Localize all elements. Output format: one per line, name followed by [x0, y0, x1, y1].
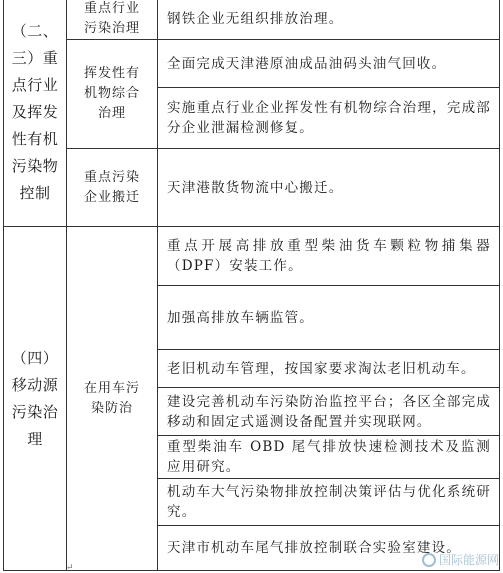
category-line: 及挥发 [11, 103, 59, 121]
measure-cell: 天津港散货物流中心搬迁。 [158, 149, 500, 227]
subcategory-line: 挥发性有 [83, 66, 140, 81]
paragraph-mark: ↵ [66, 563, 74, 573]
measure-cell: 实施重点行业企业挥发性有机物综合治理，完成部分企业泄漏检测修复。 [158, 88, 500, 149]
category-line: （四） [11, 348, 59, 367]
subcategory-cell [67, 0, 158, 40]
category-line: 理 [27, 429, 43, 448]
subcategory-line: 治理 [97, 106, 126, 121]
category-cell-section4 [4, 227, 67, 571]
measure-cell: 重型柴油车 OBD 尾气排放快速检测技术及监测应用研究。 [158, 436, 500, 479]
measure-cell: 重点开展高排放重型柴油货车颗粒物捕集器（DPF）安装工作。 [158, 227, 500, 286]
measure-cell: 钢铁企业无组织排放治理。 [158, 0, 500, 40]
category-line: 性有机 [11, 130, 59, 148]
watermark-logo-icon [422, 553, 436, 567]
subcategory-cell [67, 149, 158, 227]
subcategory-line: 重点污染 [83, 169, 140, 185]
category-line: （二、 [11, 22, 59, 40]
measure-cell: 老旧机动车管理，按国家要求淘汰老旧机动车。 [158, 350, 500, 388]
subcategory-line: 机物综合 [83, 86, 140, 101]
category-cell-section3 [4, 0, 67, 227]
measure-cell: 建设完善机动车污染防治监控平台；各区全部完成移动和固定式遥测设备配置并实现联网。 [158, 388, 500, 436]
subcategory-cell [67, 227, 158, 571]
category-line: 污染治 [11, 402, 59, 421]
table-row [4, 0, 500, 40]
measure-cell: 天津市机动车尾气排放控制联合实验室建设。 [158, 526, 500, 571]
table-row [4, 227, 500, 286]
subcategory-line: 企业搬迁 [83, 189, 140, 205]
measure-cell: 机动车大气污染物排放控制决策评估与优化系统研究。 [158, 479, 500, 526]
subcategory-cell [67, 40, 158, 149]
watermark [422, 551, 499, 568]
measure-cell: 加强高排放车辆监管。 [158, 286, 500, 350]
subcategory-line: 重点行业 [83, 1, 140, 16]
table-row [4, 40, 500, 88]
subcategory-line: 污染治理 [83, 21, 140, 36]
category-line: 控制 [19, 184, 51, 202]
table-row [4, 149, 500, 227]
measure-cell: 全面完成天津港原油成品油码头油气回收。 [158, 40, 500, 88]
watermark-text: 国际能源网 [438, 553, 499, 567]
subcategory-line: 染防治 [90, 400, 133, 416]
measures-table [3, 0, 500, 571]
category-line: 污染物 [11, 157, 59, 175]
category-line: 点行业 [11, 76, 59, 94]
category-line: 三）重 [11, 49, 59, 67]
subcategory-line: 在用车污 [83, 380, 140, 396]
category-line: 移动源 [11, 375, 59, 394]
